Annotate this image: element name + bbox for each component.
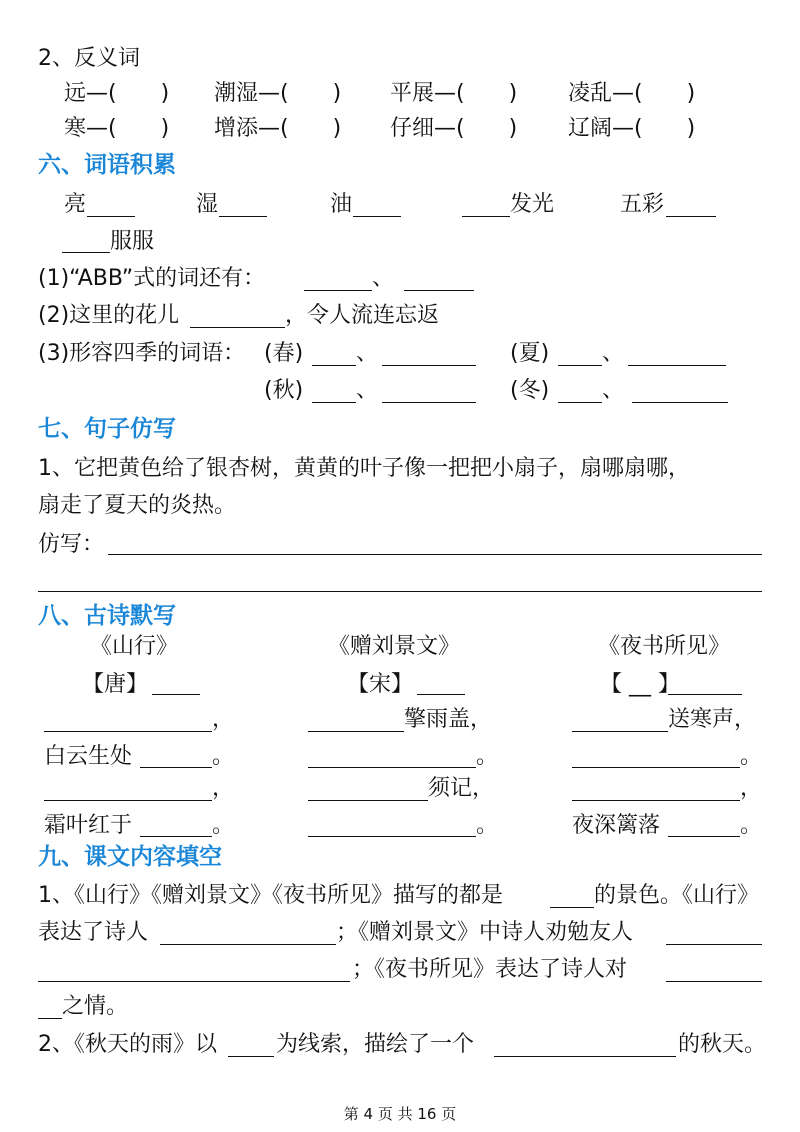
separator: 、 — [356, 378, 379, 403]
punctuation: 。 — [212, 813, 235, 838]
question-text: 之情。 — [62, 994, 129, 1019]
fill-blank[interactable] — [666, 944, 762, 945]
fill-blank[interactable] — [304, 290, 372, 291]
antonym-heading: 2、反义词 — [38, 46, 140, 71]
question-text: 2、《秋天的雨》以 — [38, 1032, 217, 1057]
fill-blank[interactable] — [62, 252, 110, 253]
antonym-item: 仔细—( ) — [390, 116, 518, 141]
question-text: 表达了诗人 — [38, 920, 149, 945]
question-text: 的秋天。 — [678, 1032, 767, 1057]
imitate-label: 仿写： — [38, 532, 105, 557]
fill-blank[interactable] — [44, 800, 212, 801]
fill-blank[interactable] — [87, 216, 135, 217]
separator: 、 — [356, 341, 379, 366]
fill-blank[interactable] — [308, 800, 428, 801]
fill-blank[interactable] — [550, 907, 594, 908]
punctuation: ， — [212, 776, 235, 801]
poem-text: 霜叶红于 — [44, 813, 133, 838]
question-text: (3)形容四季的词语： — [38, 341, 246, 366]
section-title: 七、句子仿写 — [38, 416, 176, 442]
fill-blank[interactable] — [666, 981, 762, 982]
fill-blank[interactable] — [308, 767, 476, 768]
fill-blank[interactable] — [140, 836, 212, 837]
word-suffix: 服服 — [110, 229, 155, 254]
antonym-item: 凌乱—( ) — [568, 81, 696, 106]
fill-blank[interactable] — [160, 944, 336, 945]
fill-blank[interactable] — [632, 402, 728, 403]
question-text: ；《夜书所见》表达了诗人对 — [352, 957, 628, 982]
fill-blank[interactable] — [382, 365, 476, 366]
section-title: 六、词语积累 — [38, 152, 176, 178]
question-text: ，令人流连忘返 — [285, 303, 440, 328]
fill-blank[interactable] — [38, 981, 350, 982]
fill-blank[interactable] — [312, 402, 356, 403]
section-title: 九、课文内容填空 — [38, 844, 222, 870]
fill-blank[interactable] — [44, 731, 212, 732]
dynasty-label: 【宋】 — [347, 672, 414, 697]
example-sentence: 1、它把黄色给了银杏树，黄黄的叶子像一把把小扇子，扇哪扇哪， — [38, 456, 690, 481]
fill-blank[interactable] — [219, 216, 267, 217]
fill-blank[interactable] — [353, 216, 401, 217]
antonym-item: 远—( ) — [64, 81, 170, 106]
question-text: 的景色。《山行》 — [594, 883, 760, 908]
poem-text: 擎雨盖， — [404, 707, 493, 732]
question-text: 为线索，描绘了一个 — [276, 1032, 475, 1057]
separator: 、 — [602, 378, 625, 403]
antonym-item: 辽阔—( ) — [568, 116, 696, 141]
fill-blank[interactable] — [152, 694, 200, 695]
word-prefix: 湿 — [196, 192, 219, 217]
poem-title: 《赠刘景文》 — [328, 634, 461, 659]
season-label: (秋) — [264, 378, 304, 403]
word-suffix: 发光 — [510, 192, 555, 217]
word-prefix: 亮 — [64, 192, 87, 217]
fill-blank[interactable] — [558, 365, 602, 366]
separator: 、 — [372, 266, 395, 291]
punctuation: 。 — [740, 744, 763, 769]
fill-blank[interactable] — [140, 767, 212, 768]
answer-line[interactable] — [38, 591, 762, 592]
antonym-item: 增添—( ) — [214, 116, 342, 141]
separator: 、 — [602, 341, 625, 366]
word-prefix: 五彩 — [620, 192, 665, 217]
fill-blank[interactable] — [572, 731, 668, 732]
dynasty-label: 【唐】 — [82, 672, 149, 697]
question-text: (2)这里的花儿 — [38, 303, 180, 328]
antonym-item: 平展—( ) — [390, 81, 518, 106]
fill-blank[interactable] — [666, 216, 716, 217]
antonym-item: 寒—( ) — [64, 116, 170, 141]
fill-blank[interactable] — [628, 365, 726, 366]
example-sentence: 扇走了夏天的炎热。 — [38, 493, 237, 518]
page-footer: 第 4 页 共 16 页 — [343, 1105, 457, 1123]
fill-blank[interactable] — [38, 1018, 62, 1019]
fill-blank[interactable] — [308, 731, 404, 732]
question-text: 1、《山行》《赠刘景文》《夜书所见》描写的都是 — [38, 883, 503, 908]
poem-title: 《夜书所见》 — [598, 634, 731, 659]
poem-text: 白云生处 — [44, 744, 133, 769]
section-title: 八、古诗默写 — [38, 603, 176, 629]
fill-blank[interactable] — [494, 1056, 676, 1057]
fill-blank[interactable] — [190, 327, 285, 328]
season-label: (春) — [264, 341, 304, 366]
word-prefix: 油 — [330, 192, 353, 217]
season-label: (冬) — [510, 378, 550, 403]
season-label: (夏) — [510, 341, 550, 366]
dynasty-label: 【 __ 】 — [600, 672, 680, 697]
punctuation: 。 — [740, 813, 763, 838]
punctuation: 。 — [476, 813, 499, 838]
fill-blank[interactable] — [668, 836, 740, 837]
poem-title: 《山行》 — [90, 634, 179, 659]
fill-blank[interactable] — [417, 694, 465, 695]
fill-blank[interactable] — [558, 402, 602, 403]
punctuation: 。 — [212, 744, 235, 769]
punctuation: ， — [212, 707, 235, 732]
fill-blank[interactable] — [404, 290, 474, 291]
fill-blank[interactable] — [312, 365, 356, 366]
fill-blank[interactable] — [308, 836, 476, 837]
fill-blank[interactable] — [228, 1056, 274, 1057]
question-text: (1)“ABB”式的词还有： — [38, 266, 266, 291]
punctuation: ， — [740, 776, 763, 801]
fill-blank[interactable] — [382, 402, 476, 403]
question-text: ；《赠刘景文》中诗人劝勉友人 — [336, 920, 634, 945]
answer-line[interactable] — [108, 554, 762, 555]
poem-text: 送寒声， — [668, 707, 757, 732]
poem-text: 夜深篱落 — [572, 813, 661, 838]
fill-blank[interactable] — [462, 216, 510, 217]
punctuation: 。 — [476, 744, 499, 769]
fill-blank[interactable] — [668, 694, 742, 695]
fill-blank[interactable] — [572, 767, 740, 768]
fill-blank[interactable] — [572, 800, 740, 801]
antonym-item: 潮湿—( ) — [214, 81, 342, 106]
poem-text: 须记， — [428, 776, 495, 801]
